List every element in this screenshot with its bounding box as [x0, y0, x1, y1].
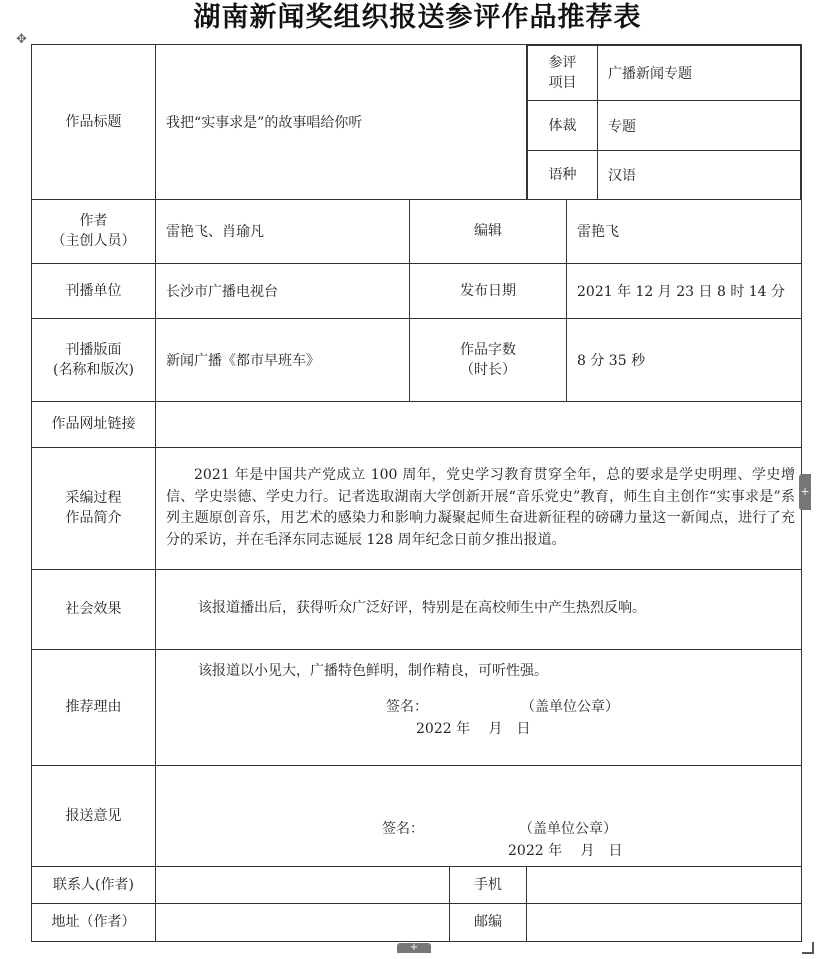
- duration-label: 作品字数 （时长）: [410, 318, 567, 401]
- editor-label: 编辑: [410, 199, 567, 263]
- reason-seal-label: （盖单位公章）: [521, 698, 619, 715]
- effect-value[interactable]: 该报道播出后，获得听众广泛好评，特别是在高校师生中产生热烈反响。: [156, 569, 802, 649]
- work-title-value[interactable]: 我把“实事求是”的故事唱给你听: [156, 45, 527, 200]
- row-address: [32, 903, 802, 941]
- publisher-label: 刊播单位: [32, 263, 156, 318]
- row-author: [32, 199, 802, 263]
- contact-value[interactable]: [156, 866, 450, 903]
- effect-label: 社会效果: [32, 569, 156, 649]
- row-publisher: [32, 263, 802, 318]
- add-row-icon[interactable]: +: [397, 943, 431, 953]
- language-label: 语种: [528, 151, 598, 199]
- reason-sign-label: 签名：: [386, 698, 428, 715]
- row-work-title: [32, 45, 802, 200]
- reason-date: 2022 年 月 日: [416, 720, 531, 737]
- opinion-sign-label: 签名：: [382, 820, 424, 837]
- layout-label: 刊播版面 (名称和版次): [32, 318, 156, 401]
- reason-cell[interactable]: [156, 649, 802, 765]
- process-value[interactable]: 2021 年是中国共产党成立 100 周年，党史学习教育贯穿全年，总的要求是学史明理、学史增信、学史崇德、学史力行。记者选取湖南大学创新开展“音乐党史”教育，师生自主创作“实事求是”系列主题原创音乐，用艺术的感染力和影响力凝聚起师生奋进新征程的磅礴力量这一新闻点，进行了充分的采访，并在毛泽东同志诞辰 128 周年纪念日前夕推出报道。: [156, 447, 802, 569]
- url-label: 作品网址链接: [32, 401, 156, 447]
- phone-label: 手机: [450, 866, 527, 903]
- url-value[interactable]: [156, 401, 802, 447]
- category-value[interactable]: 广播新闻专题: [598, 46, 801, 101]
- opinion-label: 报送意见: [32, 765, 156, 866]
- genre-value[interactable]: 专题: [598, 101, 801, 151]
- work-title-label: 作品标题: [32, 45, 156, 200]
- opinion-cell[interactable]: [156, 765, 802, 866]
- opinion-date: 2022 年 月 日: [508, 842, 623, 859]
- row-process: [32, 447, 802, 569]
- address-label: 地址（作者）: [32, 903, 156, 941]
- address-value[interactable]: [156, 903, 450, 941]
- move-handle-icon[interactable]: ✥: [16, 32, 27, 47]
- publisher-value[interactable]: 长沙市广播电视台: [156, 263, 410, 318]
- author-label: 作者 （主创人员）: [32, 199, 156, 263]
- row-layout: [32, 318, 802, 401]
- postcode-value[interactable]: [527, 903, 802, 941]
- contact-label: 联系人(作者): [32, 866, 156, 903]
- recommendation-form-table: [31, 44, 802, 942]
- form-title: 湖南新闻奖组织报送参评作品推荐表: [193, 2, 642, 33]
- row-url: [32, 401, 802, 447]
- resize-corner-icon[interactable]: [802, 942, 814, 954]
- process-label: 采编过程 作品简介: [32, 447, 156, 569]
- language-value[interactable]: 汉语: [598, 151, 801, 199]
- pub-date-value[interactable]: 2021 年 12 月 23 日 8 时 14 分: [567, 263, 802, 318]
- reason-label: 推荐理由: [32, 649, 156, 765]
- category-subtable: [527, 45, 801, 199]
- author-value[interactable]: 雷艳飞、肖瑜凡: [156, 199, 410, 263]
- editor-value[interactable]: 雷艳飞: [567, 199, 802, 263]
- layout-value[interactable]: 新闻广播《都市早班车》: [156, 318, 410, 401]
- postcode-label: 邮编: [450, 903, 527, 941]
- row-contact: [32, 866, 802, 903]
- pub-date-label: 发布日期: [410, 263, 567, 318]
- opinion-seal-label: （盖单位公章）: [519, 820, 617, 837]
- genre-label: 体裁: [528, 101, 598, 151]
- category-label: 参评 项目: [528, 46, 598, 101]
- row-reason: [32, 649, 802, 765]
- row-effect: [32, 569, 802, 649]
- row-opinion: [32, 765, 802, 866]
- reason-value: 该报道以小见大，广播特色鲜明，制作精良，可听性强。: [198, 662, 548, 679]
- phone-value[interactable]: [527, 866, 802, 903]
- expand-right-icon[interactable]: +: [799, 474, 811, 510]
- duration-value[interactable]: 8 分 35 秒: [567, 318, 802, 401]
